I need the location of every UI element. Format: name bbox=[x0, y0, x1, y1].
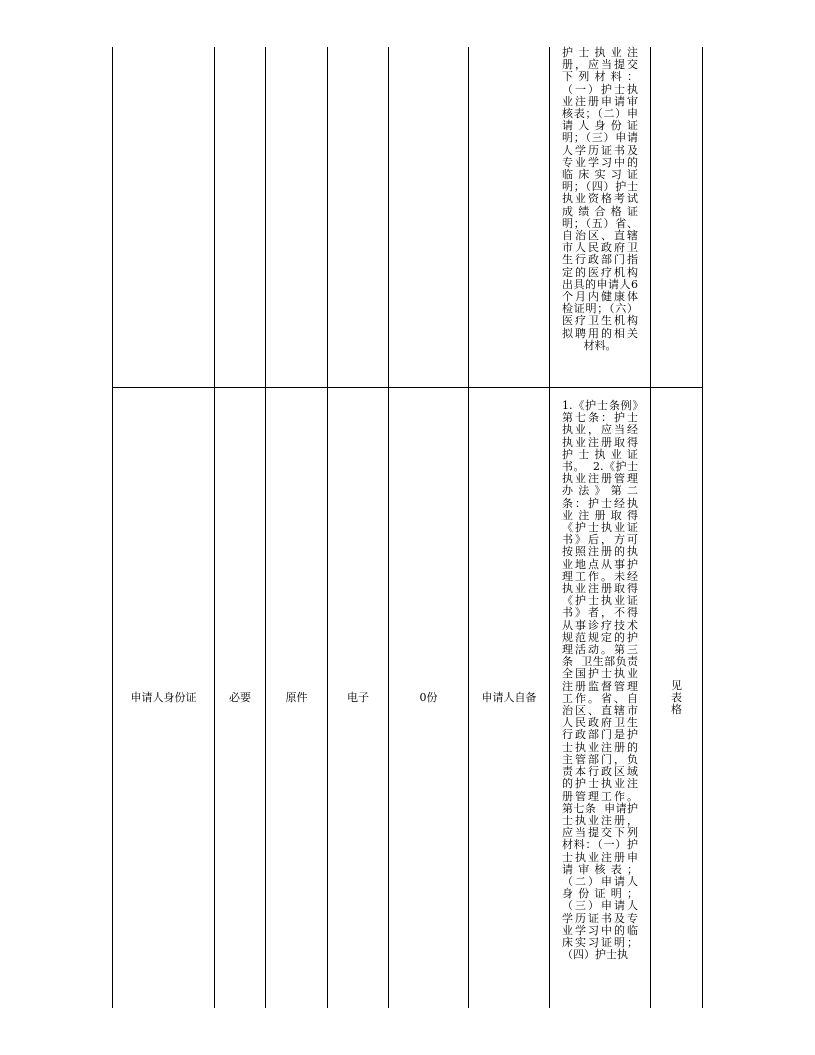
basis-text: 1.《护士条例》第七条：护士执业，应当经执业注册取得护士执业证书。 2.《护士执业注册管理办法》第二条：护士经执业注册取得《护士执业证书》后，方可按照注册的执业地点从事护理工作。未经执业注册取得《护士执业证书》者，不得从事诊疗技术规范规定的护理活动。第三条 卫生部负责全国护士执业注册监督管理工作。省、自治区、直辖市人民政府卫生行政部门是护士执业注册的主管部门，负责本行政区域的护士执业注册管理工作。第七条 申请护士执业注册，应当提交下列材料：（一）护士执业注册申请审核表；（二）申请人身份证明；（三）申请人学历证书及专业学习中的临床实习证明；（四）护士执 bbox=[562, 399, 638, 962]
cell-remark bbox=[651, 47, 703, 388]
cell-source: 申请人自备 bbox=[469, 388, 550, 1009]
table-row bbox=[113, 47, 703, 388]
cell-basis bbox=[550, 388, 651, 1009]
cell-material-form bbox=[266, 47, 328, 388]
cell-required bbox=[215, 47, 266, 388]
cell-copies: 0份 bbox=[389, 388, 469, 1009]
cell-copies bbox=[389, 47, 469, 388]
cell-material-form: 原件 bbox=[266, 388, 328, 1009]
materials-table bbox=[112, 47, 703, 1008]
remark-text: 见表格 bbox=[671, 679, 682, 716]
cell-required: 必要 bbox=[215, 388, 266, 1009]
cell-media: 电子 bbox=[328, 388, 389, 1009]
table-row bbox=[113, 388, 703, 1009]
cell-material-name: 申请人身份证 bbox=[113, 388, 215, 1009]
cell-media bbox=[328, 47, 389, 388]
cell-basis bbox=[550, 47, 651, 388]
basis-text: 护士执业注册，应当提交下列材料：（一）护士执业注册申请审核表；（二）申请人身份证明；（三）申请人学历证书及专业学习中的临床实习证明；（四）护士执业资格考试成绩合格证明；（五）省、自治区、直辖市人民政府卫生行政部门指定的医疗机构出具的申请人6个月内健康体检证明；（六）医疗卫生机构拟聘用的相关材料。 bbox=[562, 46, 638, 352]
cell-material-name bbox=[113, 47, 215, 388]
cell-remark bbox=[651, 388, 703, 1009]
cell-source bbox=[469, 47, 550, 388]
